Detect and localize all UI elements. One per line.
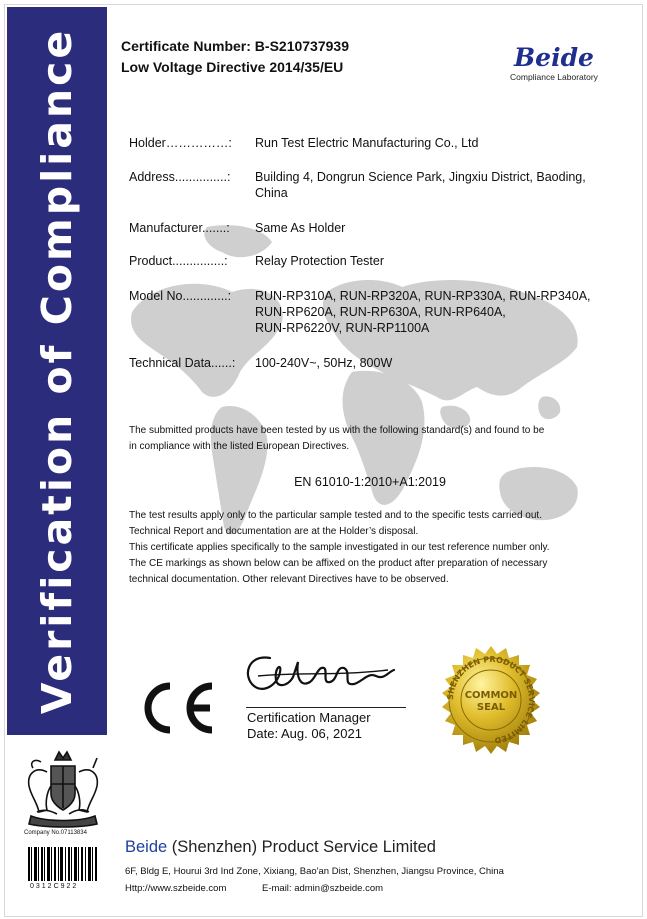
company-name-rest: (Shenzhen) Product Service Limited [167,838,436,856]
barcode-number: 0312C922 [30,883,79,890]
manufacturer-label: Manufacturer.......: [129,221,230,235]
logo-subtitle: Compliance Laboratory [510,72,598,82]
note-line: technical documentation. Other relevant Directives have to be observed. [129,574,449,585]
seal-line1: COMMON [464,690,518,701]
signatory [247,710,371,742]
certificate-number: Certificate Number: B-S210737939 [121,38,349,54]
company-name [125,838,436,857]
company-address: 6F, Bldg E, Hourui 3rd Ind Zone, Xixiang, Bao'an Dist, Shenzhen, Jiangsu Province, China [125,866,504,877]
address-value: Building 4, Dongrun Science Park, Jingxiu District, Baoding, China [255,170,586,200]
ce-mark-icon [134,680,216,736]
company-email[interactable]: E-mail: admin@szbeide.com [262,883,384,894]
note-line: The test results apply only to the particular sample tested and to the specific tests carried out. [129,510,542,521]
technical-value: 100-240V~, 50Hz, 800W [255,356,393,370]
royal-crest-icon [17,748,109,828]
beide-logo [499,43,609,82]
notes [129,508,611,588]
issue-date: Date: Aug. 06, 2021 [247,726,362,741]
standard: EN 61010-1:2010+A1:2019 [294,475,446,489]
directive: Low Voltage Directive 2014/35/EU [121,59,344,75]
signatory-title: Certification Manager [247,710,371,725]
signature-icon [238,646,398,706]
barcode-icon [28,847,98,881]
signature-line [246,707,406,708]
model-line: RUN-RP310A, RUN-RP320A, RUN-RP330A, RUN-RP340A, [255,289,591,303]
note-line: Technical Report and documentation are at the Holder’s disposal. [129,526,419,537]
note-line: The CE markings as shown below can be affixed on the product after preparation of necessary [129,558,548,569]
seal-ring-text: SHENZHEN PRODUCT SERVICE LIMITED [445,654,537,745]
logo-brand: Beide [514,43,594,72]
address-label: Address...............: [129,170,231,184]
technical-label: Technical Data......: [129,356,236,370]
model-label: Model No.............: [129,289,232,303]
note-line: This certificate applies specifically to the sample investigated in our test reference number only. [129,542,550,553]
company-website[interactable]: Http://www.szbeide.com [125,883,227,894]
statement-line: in compliance with the listed European Directives. [129,441,350,452]
compliance-statement [129,423,611,455]
holder-value: Run Test Electric Manufacturing Co., Ltd [255,136,479,150]
certificate-header [121,36,349,78]
sidebar-title: Verification of Compliance [33,27,81,715]
model-line: RUN-RP620A, RUN-RP630A, RUN-RP640A, [255,305,506,319]
company-brand: Beide [125,838,168,856]
model-line: RUN-RP6220V, RUN-RP1100A [255,321,430,335]
manufacturer-value: Same As Holder [255,221,346,235]
product-value: Relay Protection Tester [255,254,384,268]
model-value [255,288,615,336]
holder-label: Holder……………: [129,136,232,150]
product-label: Product...............: [129,254,228,268]
company-number: Company No.07113834 [24,830,87,836]
sidebar-banner [7,7,107,735]
statement-line: The submitted products have been tested by us with the following standard(s) and found to be [129,425,545,436]
seal-line2: SEAL [476,702,506,713]
common-seal-icon [435,644,547,756]
